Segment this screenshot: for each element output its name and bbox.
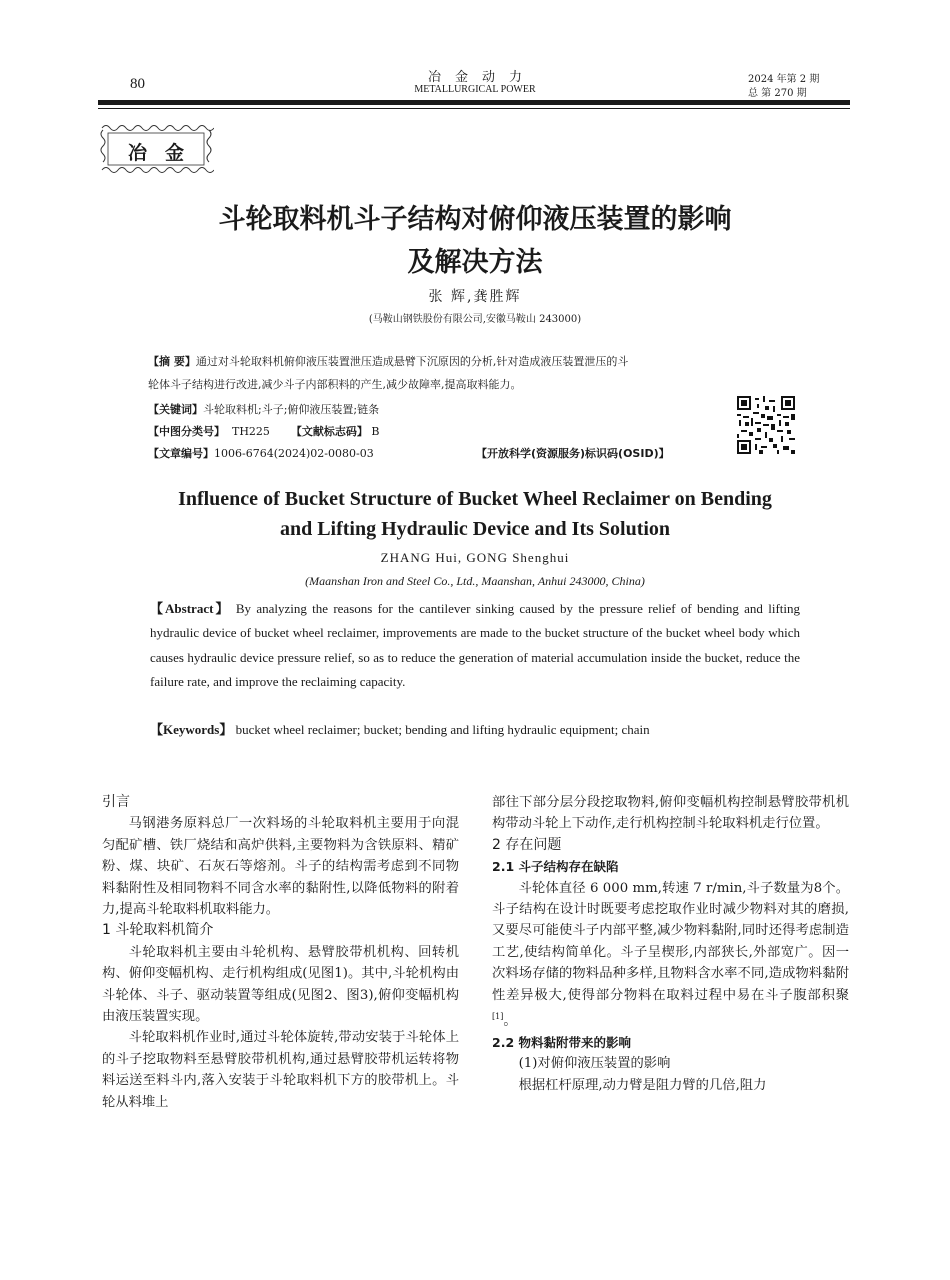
section22-heading: 2.2 物料黏附带来的影响 (492, 1034, 631, 1050)
section1-paragraph2: 斗轮取料机作业时,通过斗轮体旋转,带动安装于斗轮体上的斗子挖取物料至悬臂胶带机机构,通过悬臂胶带机运转将物料运送至料斗内,落入安装于斗轮取料机下方的胶带机上。斗轮从料堆上 (102, 1030, 459, 1110)
section22-paragraph: 根据杠杆原理,动力臂是阻力臂的几倍,阻力 (518, 1077, 767, 1093)
title-cn-line2: 及解决方法 (407, 247, 543, 278)
affiliation-en: (Maanshan Iron and Steel Co., Ltd., Maanshan, Anhui 243000, China) (305, 574, 645, 588)
article-number-label: 【文章编号】 (148, 447, 214, 460)
classification-line (148, 423, 380, 439)
keywords-en-text: bucket wheel reclaimer; bucket; bending and lifting hydraulic equipment; chain (235, 722, 650, 737)
section1-heading: 1 斗轮取料机简介 (102, 922, 214, 939)
keywords-en-label: 【Keywords】 (150, 722, 233, 737)
abstract-cn-line1 (148, 353, 628, 369)
keywords-cn-label: 【关键词】 (148, 403, 203, 416)
title-en-line1: Influence of Bucket Structure of Bucket Wheel Reclaimer on Bending (178, 488, 772, 510)
article-number-value: 1006-6764(2024)02-0080-03 (214, 447, 374, 460)
section21-paragraph (492, 878, 849, 1032)
issue-total: 总 第 270 期 (748, 88, 807, 99)
issue-year: 2024 年第 2 期 (748, 74, 820, 85)
abstract-en (150, 597, 800, 694)
column-tag: 冶金 (127, 142, 202, 164)
intro-heading: 引言 (102, 794, 130, 810)
osid-label: 【开放科学(资源服务)标识码(OSID)】 (476, 447, 670, 460)
clc-label: 【中图分类号】 (148, 425, 225, 438)
qr-code-icon[interactable] (737, 396, 795, 454)
section21-heading: 2.1 斗子结构存在缺陷 (492, 859, 619, 875)
clc-value: TH225 (232, 425, 270, 438)
section2-heading: 2 存在问题 (492, 836, 562, 853)
abstract-cn-label: 【摘 要】 (148, 355, 196, 368)
authors-cn: 张 辉,龚胜辉 (428, 289, 522, 305)
section1-paragraph1: 斗轮取料机主要由斗轮机构、悬臂胶带机机构、回转机构、俯仰变幅机构、走行机构组成(见图1)。其中,斗轮机构由斗轮体、斗子、驱动装置等组成(见图2、图3),俯仰变幅机构由液压装置实现。 (102, 944, 459, 1025)
section1-paragraph2-continued: 部往下部分层分段挖取物料,俯仰变幅机构控制悬臂胶带机机构带动斗轮上下动作,走行机构控制斗轮取料机走行位置。 (492, 795, 849, 832)
section21-end: 。 (503, 1013, 517, 1029)
abstract-cn-line2: 轮体斗子结构进行改进,减少斗子内部积料的产生,减少故障率,提高取料能力。 (148, 378, 522, 391)
journal-title-cn: 冶金动力 (427, 70, 536, 85)
citation-ref[interactable]: [1] (492, 1012, 504, 1022)
abstract-en-text: By analyzing the reasons for the cantilever sinking caused by the pressure relief of bending and lifting hydraulic device of bucket wheel reclaimer, improvements are made to the bucket structure of the bucket wheel body which causes hydraulic device pressure relief, so as to reduce the generation of material accumulation inside the bucket, reduce the failure rate, and improve the reclaiming capacity. (150, 601, 801, 689)
section21-text: 斗轮体直径 6 000 mm,转速 7 r/min,斗子数量为8个。斗子结构在设计时既要考虑挖取作业时减少物料对其的磨损,又要尽可能使斗子内部平整,减少物料黏附,同时还得考虑制造工艺,使结构简单化。斗子呈楔形,内部狭长,外部宽广。因一次料场存储的物料品种多样,且物料含水率不同,造成物料黏附性差异极大,使得部分物料在取料过程中易在斗子腹部积聚 (492, 880, 849, 1003)
keywords-cn-text: 斗轮取料机;斗子;俯仰液压装置;链条 (203, 403, 380, 416)
body-right-column (492, 792, 849, 1096)
journal-title-en: METALLURGICAL POWER (414, 84, 536, 95)
authors-en: ZHANG Hui, GONG Shenghui (380, 550, 570, 565)
body-left-column (102, 792, 459, 1113)
doc-code-label: 【文献标志码】 (290, 425, 368, 438)
page-number: 80 (130, 76, 145, 92)
intro-paragraph: 马钢港务原料总厂一次料场的斗轮取料机主要用于向混匀配矿槽、铁厂烧结和高炉供料,主要物料为含铁原料、精矿粉、煤、块矿、石灰石等熔剂。斗子的结构需考虑到不同物料黏附性及相同物料不同含水率的黏附性,以降低物料的附着力,提高斗轮取料机取料能力。 (102, 816, 459, 918)
title-en-line2: and Lifting Hydraulic Device and Its Solution (279, 518, 671, 540)
title-cn-line1: 斗轮取料机斗子结构对俯仰液压装置的影响 (218, 204, 732, 235)
header-rule-thin (98, 108, 850, 109)
section22-item1: (1)对俯仰液压装置的影响 (518, 1056, 671, 1072)
abstract-en-label: 【Abstract】 (150, 601, 231, 616)
doc-code-value: B (371, 425, 380, 438)
keywords-cn (148, 401, 379, 417)
affiliation-cn: (马鞍山钢铁股份有限公司,安徽马鞍山 243000) (368, 314, 582, 325)
header-rule-thick (98, 100, 850, 105)
abstract-cn-text1: 通过对斗轮取料机俯仰液压装置泄压造成悬臂下沉原因的分析,针对造成液压装置泄压的斗 (195, 355, 629, 368)
article-number-line (148, 445, 374, 461)
keywords-en (150, 718, 800, 742)
